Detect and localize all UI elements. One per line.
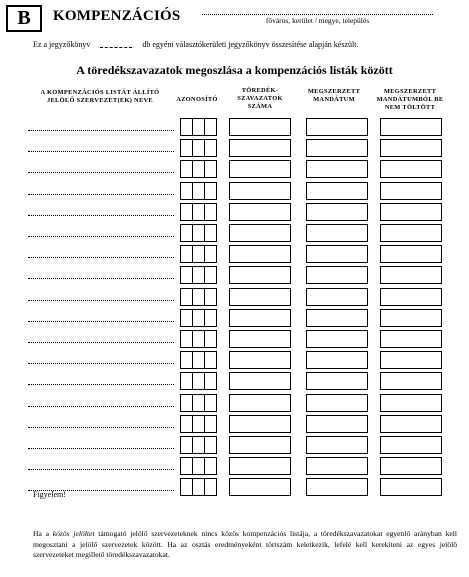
report-count-blank[interactable] [100,41,132,48]
mandates-won-box[interactable] [306,457,368,475]
report-line-prefix: Ez a jegyzőkönyv [33,40,91,49]
org-name-line[interactable] [28,406,174,407]
org-name-line[interactable] [28,469,174,470]
mandates-unfilled-box[interactable] [380,351,442,369]
org-name-line[interactable] [28,194,174,195]
mandates-unfilled-box[interactable] [380,436,442,454]
identifier-digit-box[interactable] [193,457,205,475]
mandates-unfilled-box[interactable] [380,288,442,306]
identifier-digit-box[interactable] [205,478,217,496]
identifier-digit-box[interactable] [193,224,205,242]
org-name-line[interactable] [28,321,174,322]
org-name-line[interactable] [28,300,174,301]
identifier-digit-box[interactable] [193,415,205,433]
identifier-digit-box[interactable] [193,182,205,200]
identifier-digit-box[interactable] [193,266,205,284]
mandates-unfilled-box[interactable] [380,245,442,263]
identifier-digit-box[interactable] [193,309,205,327]
mandates-unfilled-box[interactable] [380,394,442,412]
identifier-digit-box[interactable] [205,330,217,348]
mandates-unfilled-box[interactable] [380,224,442,242]
identifier-field [180,436,217,454]
identifier-digit-box[interactable] [205,182,217,200]
identifier-digit-box[interactable] [180,415,193,433]
mandates-unfilled-box[interactable] [380,118,442,136]
mandates-won-box[interactable] [306,224,368,242]
column-header-mandates-unfilled: MEGSZERZETT MANDÁTUMBÓL BE NEM TÖLTÖTT [376,88,444,111]
identifier-digit-box[interactable] [180,351,193,369]
identifier-digit-box[interactable] [205,351,217,369]
mandates-unfilled-box[interactable] [380,182,442,200]
mandates-won-box[interactable] [306,160,368,178]
identifier-digit-box[interactable] [193,160,205,178]
identifier-digit-box[interactable] [180,394,193,412]
org-name-line[interactable] [28,342,174,343]
identifier-digit-box[interactable] [180,182,193,200]
report-count-line [33,40,358,49]
org-name-line[interactable] [28,257,174,258]
mandates-won-box[interactable] [306,203,368,221]
identifier-digit-box[interactable] [193,288,205,306]
org-name-line[interactable] [28,448,174,449]
identifier-digit-box[interactable] [193,394,205,412]
fragment-votes-box[interactable] [229,478,291,496]
identifier-field [180,351,217,369]
column-header-fragment-votes: TÖREDÉK-SZAVAZATOK SZÁMA [237,87,283,110]
location-caption: főváros, kerület / megye, település [265,16,370,25]
fragment-votes-box[interactable] [229,224,291,242]
warning-title: Figyelem! [33,490,66,499]
fragment-votes-box[interactable] [229,118,291,136]
mandates-unfilled-box[interactable] [380,266,442,284]
identifier-digit-box[interactable] [205,224,217,242]
mandates-won-box[interactable] [306,118,368,136]
identifier-digit-box[interactable] [180,224,193,242]
identifier-digit-box[interactable] [205,288,217,306]
identifier-digit-box[interactable] [193,139,205,157]
fragment-votes-box[interactable] [229,330,291,348]
identifier-digit-box[interactable] [180,457,193,475]
identifier-digit-box[interactable] [180,478,193,496]
org-name-line[interactable] [28,130,174,131]
identifier-digit-box[interactable] [180,330,193,348]
mandates-won-box[interactable] [306,415,368,433]
mandates-won-box[interactable] [306,245,368,263]
form-variant-badge: B [6,5,42,32]
mandates-won-box[interactable] [306,266,368,284]
org-name-line[interactable] [28,172,174,173]
identifier-field [180,457,217,475]
identifier-digit-box[interactable] [180,203,193,221]
mandates-unfilled-box[interactable] [380,309,442,327]
mandates-won-box[interactable] [306,436,368,454]
identifier-digit-box[interactable] [193,351,205,369]
identifier-field [180,330,217,348]
identifier-field [180,203,217,221]
fragment-votes-box[interactable] [229,457,291,475]
fragment-votes-box[interactable] [229,415,291,433]
identifier-field [180,224,217,242]
fragment-votes-box[interactable] [229,394,291,412]
fragment-votes-box[interactable] [229,160,291,178]
mandates-unfilled-box[interactable] [380,139,442,157]
column-header-identifier: AZONOSÍTÓ [176,96,218,103]
fragment-votes-box[interactable] [229,436,291,454]
identifier-digit-box[interactable] [205,139,217,157]
identifier-digit-box[interactable] [205,457,217,475]
org-name-line[interactable] [28,236,174,237]
mandates-won-box[interactable] [306,182,368,200]
fragment-votes-box[interactable] [229,351,291,369]
mandates-won-box[interactable] [306,394,368,412]
org-name-line[interactable] [28,278,174,279]
org-name-line[interactable] [28,384,174,385]
column-header-org-name: A KOMPENZÁCIÓS LISTÁT ÁLLÍTÓ JELÖLŐ SZERVEZET(EK) NEVE [40,89,160,104]
mandates-unfilled-box[interactable] [380,478,442,496]
fragment-votes-box[interactable] [229,139,291,157]
identifier-digit-box[interactable] [193,203,205,221]
identifier-digit-box[interactable] [205,118,217,136]
mandates-won-box[interactable] [306,351,368,369]
identifier-digit-box[interactable] [180,160,193,178]
mandates-won-box[interactable] [306,139,368,157]
section-title: A töredékszavazatok megoszlása a kompenzációs listák között [76,63,393,77]
identifier-field [180,245,217,263]
identifier-digit-box[interactable] [205,436,217,454]
mandates-won-box[interactable] [306,309,368,327]
mandates-unfilled-box[interactable] [380,203,442,221]
identifier-field [180,415,217,433]
note-emphasis: közös jelöltet [52,529,95,538]
column-header-mandates-won: MEGSZERZETT MANDÁTUM [307,88,361,103]
mandates-won-box[interactable] [306,478,368,496]
identifier-field [180,118,217,136]
identifier-digit-box[interactable] [180,372,193,390]
mandates-unfilled-box[interactable] [380,415,442,433]
identifier-digit-box[interactable] [180,118,193,136]
org-name-line[interactable] [28,215,174,216]
identifier-digit-box[interactable] [205,394,217,412]
identifier-digit-box[interactable] [205,372,217,390]
identifier-field [180,139,217,157]
identifier-field [180,309,217,327]
identifier-field [180,372,217,390]
identifier-digit-box[interactable] [193,118,205,136]
identifier-field [180,160,217,178]
identifier-digit-box[interactable] [205,245,217,263]
mandates-unfilled-box[interactable] [380,457,442,475]
fragment-votes-box[interactable] [229,372,291,390]
identifier-field [180,478,217,496]
identifier-field [180,288,217,306]
identifier-digit-box[interactable] [180,266,193,284]
identifier-digit-box[interactable] [180,139,193,157]
identifier-field [180,394,217,412]
identifier-digit-box[interactable] [180,436,193,454]
identifier-digit-box[interactable] [180,288,193,306]
org-name-line[interactable] [28,151,174,152]
fragment-votes-box[interactable] [229,182,291,200]
mandates-unfilled-box[interactable] [380,330,442,348]
mandates-won-box[interactable] [306,330,368,348]
mandates-won-box[interactable] [306,372,368,390]
identifier-digit-box[interactable] [205,415,217,433]
identifier-digit-box[interactable] [180,309,193,327]
mandates-unfilled-box[interactable] [380,160,442,178]
identifier-digit-box[interactable] [205,160,217,178]
fragment-votes-box[interactable] [229,203,291,221]
identifier-field [180,182,217,200]
org-name-line[interactable] [28,427,174,428]
form-title: KOMPENZÁCIÓS [53,8,181,24]
note-part-1: Ha a [33,529,53,538]
note-part-2: támogató jelölő szervezeteknek nincs közös kompenzációs listája, a töredékszavazatokat egyenlő arányban kell megosztani a jelölő szervezetek között. Ha az osztás eredményeként törtszám keletkezik, lefelé kell kerekíteni az egyes jelölő szervezeteket megillető töredékszavazatokat. [33,529,457,560]
identifier-digit-box[interactable] [205,203,217,221]
identifier-digit-box[interactable] [205,266,217,284]
report-line-suffix: db egyéni választókerületi jegyzőkönyv összesítése alapján készült. [142,40,359,49]
identifier-field [180,266,217,284]
identifier-digit-box[interactable] [193,330,205,348]
identifier-digit-box[interactable] [193,245,205,263]
fragment-votes-box[interactable] [229,245,291,263]
location-fill-line[interactable] [202,14,433,15]
identifier-digit-box[interactable] [193,478,205,496]
fragment-votes-box[interactable] [229,309,291,327]
identifier-digit-box[interactable] [205,309,217,327]
fragment-votes-box[interactable] [229,266,291,284]
identifier-digit-box[interactable] [180,245,193,263]
mandates-won-box[interactable] [306,288,368,306]
fragment-votes-box[interactable] [229,288,291,306]
identifier-digit-box[interactable] [193,372,205,390]
warning-note [33,529,457,561]
identifier-digit-box[interactable] [193,436,205,454]
org-name-line[interactable] [28,363,174,364]
mandates-unfilled-box[interactable] [380,372,442,390]
